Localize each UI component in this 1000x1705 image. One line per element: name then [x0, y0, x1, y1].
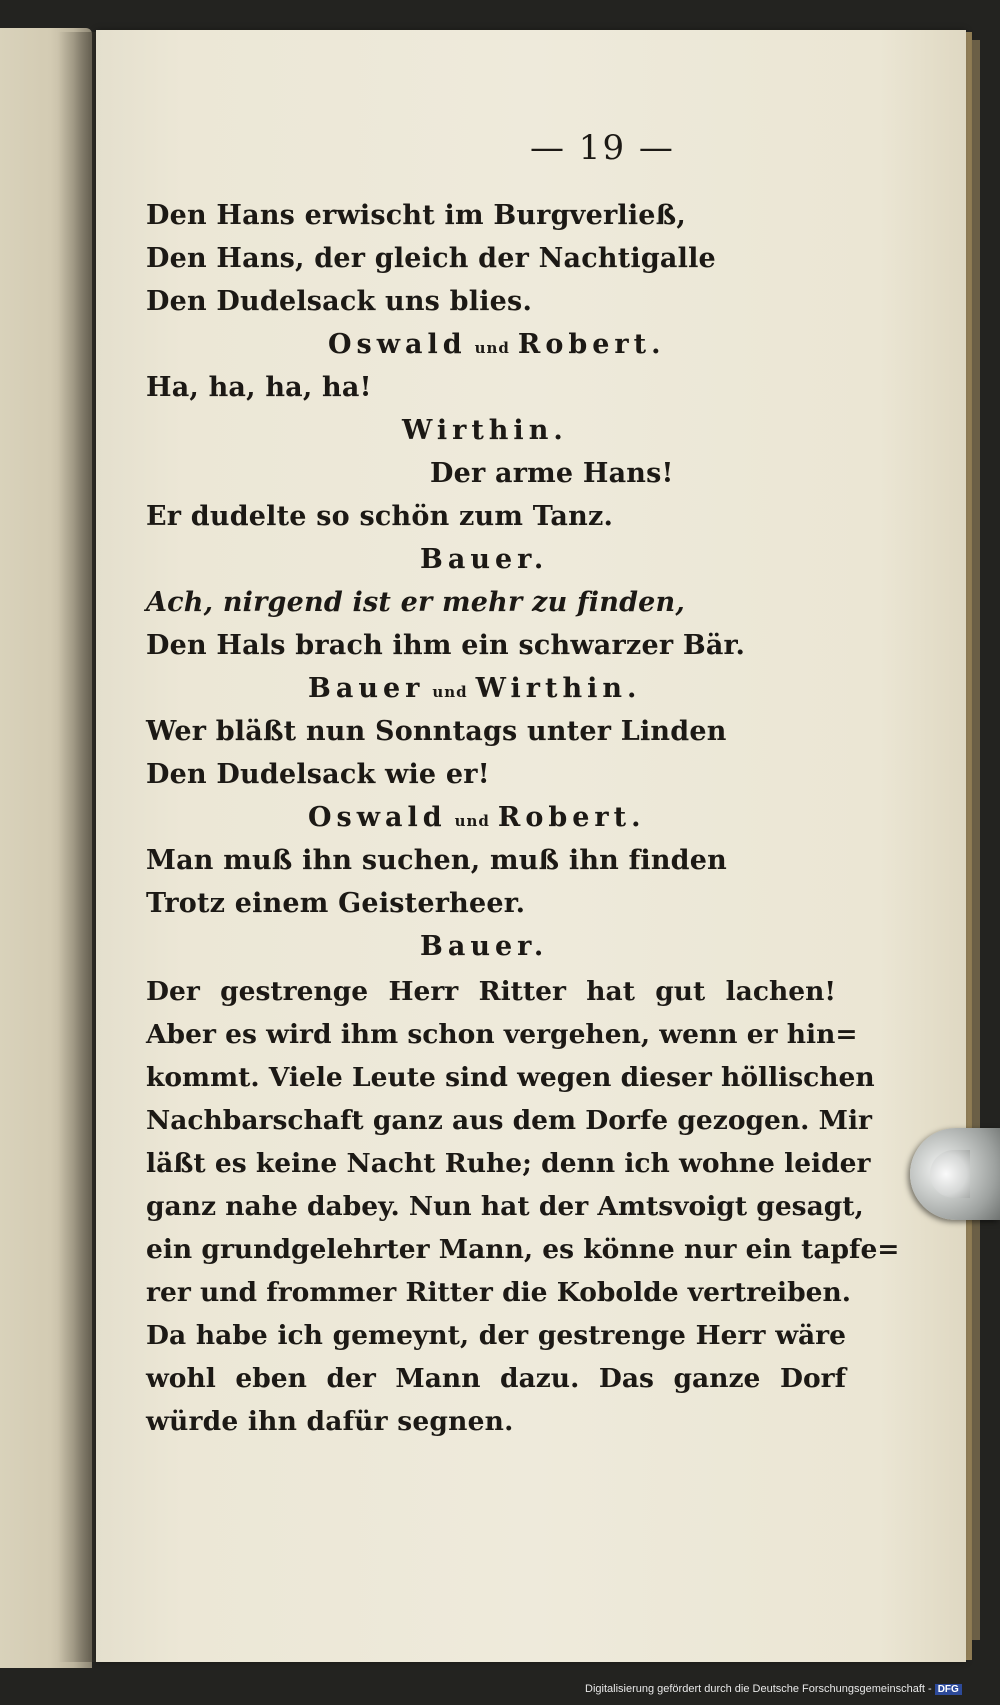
- verse-line: Den Hans erwischt im Burgverließ,: [146, 200, 686, 231]
- speaker-conjunction: und: [474, 339, 510, 357]
- dfg-logo: DFG: [935, 1684, 962, 1695]
- speaker-name: Bauer: [308, 673, 425, 704]
- speaker-conjunction: und: [432, 683, 468, 701]
- page-number: — 19 —: [530, 128, 675, 168]
- page-clip-highlight: [930, 1150, 970, 1198]
- speaker-name: Wirthin.: [475, 673, 642, 704]
- prose-line: läßt es keine Nacht Ruhe; denn ich wohne leider: [146, 1148, 871, 1179]
- speaker-name: Robert.: [497, 802, 646, 833]
- prose-line: wohl eben der Mann dazu. Das ganze Dorf: [146, 1363, 846, 1394]
- speaker-conjunction: und: [454, 812, 490, 830]
- verse-line: Den Dudelsack uns blies.: [146, 286, 533, 317]
- speaker-name: Oswald: [328, 329, 467, 360]
- prose-line: rer und frommer Ritter die Kobolde vertreiben.: [146, 1277, 852, 1308]
- verse-line: Wer bläßt nun Sonntags unter Linden: [146, 716, 727, 747]
- verse-line: Man muß ihn suchen, muß ihn finden: [146, 845, 727, 876]
- prose-line: würde ihn dafür segnen.: [146, 1406, 514, 1437]
- prose-line: Aber es wird ihm schon vergehen, wenn er hin=: [146, 1019, 858, 1050]
- verse-line: Ach, nirgend ist er mehr zu finden,: [146, 587, 685, 618]
- speaker-heading: [308, 673, 641, 704]
- verse-line: Trotz einem Geisterheer.: [146, 888, 526, 919]
- speaker-heading: Bauer.: [420, 544, 549, 575]
- prose-line: Nachbarschaft ganz aus dem Dorfe gezogen. Mir: [146, 1105, 872, 1136]
- verse-line: Er dudelte so schön zum Tanz.: [146, 501, 614, 532]
- speaker-heading: [308, 802, 646, 833]
- prose-line: Der gestrenge Herr Ritter hat gut lachen!: [146, 976, 836, 1007]
- verse-line: Den Dudelsack wie er!: [146, 759, 490, 790]
- verse-line: Der arme Hans!: [430, 458, 674, 489]
- verse-line: Den Hans, der gleich der Nachtigalle: [146, 243, 716, 274]
- speaker-name: Robert.: [517, 329, 666, 360]
- prose-line: ganz nahe dabey. Nun hat der Amtsvoigt gesagt,: [146, 1191, 864, 1222]
- speaker-name: Oswald: [308, 802, 447, 833]
- credit-text: Digitalisierung gefördert durch die Deutsche Forschungsgemeinschaft -: [585, 1683, 932, 1695]
- verse-line: Den Hals brach ihm ein schwarzer Bär.: [146, 630, 746, 661]
- verse-line: Ha, ha, ha, ha!: [146, 372, 372, 403]
- prose-line: ein grundgelehrter Mann, es könne nur ein tapfe=: [146, 1234, 900, 1265]
- prose-line: kommt. Viele Leute sind wegen dieser höllischen: [146, 1062, 875, 1093]
- speaker-heading: Wirthin.: [402, 415, 568, 446]
- speaker-heading: Bauer.: [420, 931, 549, 962]
- digitization-credit: [585, 1683, 962, 1695]
- prose-line: Da habe ich gemeynt, der gestrenge Herr wäre: [146, 1320, 846, 1351]
- speaker-heading: [328, 329, 666, 360]
